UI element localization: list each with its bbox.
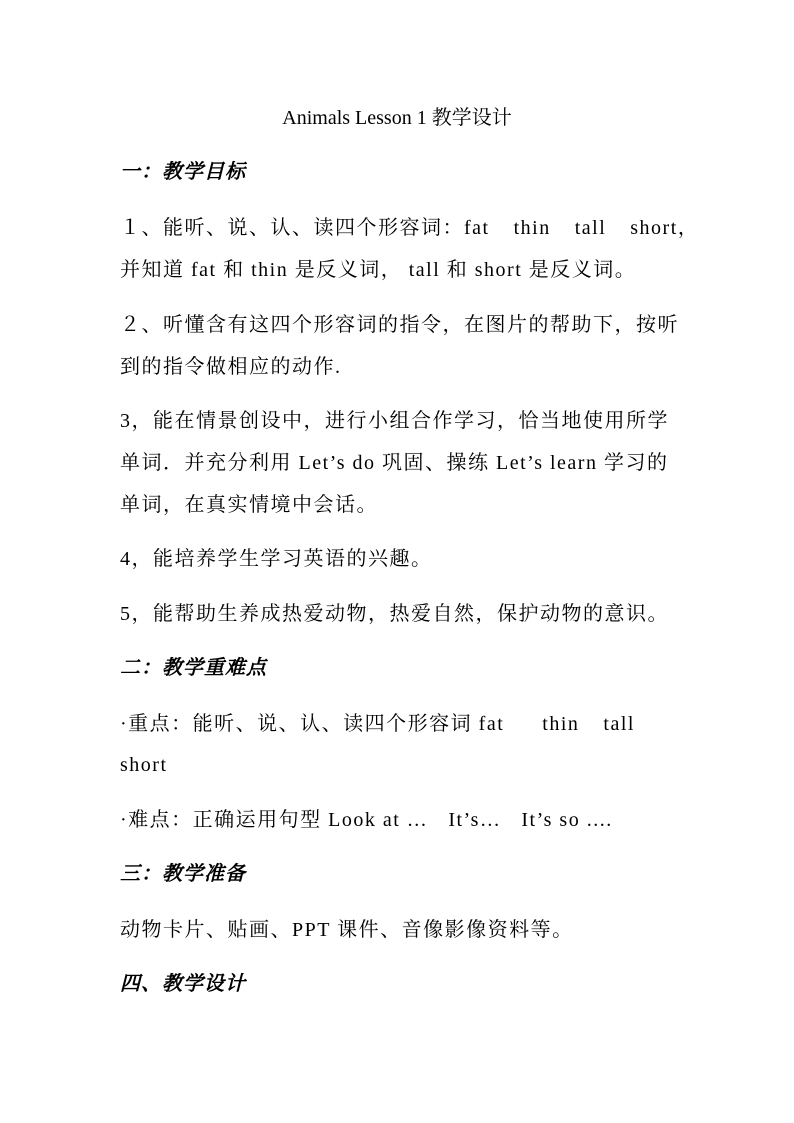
- objective-1-line-2: 并知道 fat 和 thin 是反义词， tall 和 short 是反义词。: [120, 259, 637, 281]
- objective-5: 5，能帮助生养成热爱动物，热爱自然，保护动物的意识。: [120, 603, 669, 625]
- objective-3-line-1: 3，能在情景创设中，进行小组合作学习，恰当地使用所学: [120, 410, 669, 432]
- focus-prefix: ·重点：能听、说、认、读四个形容词 fat: [120, 713, 505, 735]
- document-title: Animals Lesson 1 教学设计: [282, 107, 512, 129]
- objective-2-line-2: 到的指令做相应的动作.: [120, 356, 342, 378]
- word-thin: thin: [513, 217, 551, 239]
- section-heading-design: 四、教学设计: [120, 973, 246, 995]
- word-short: short，: [630, 217, 700, 239]
- difficulty-mid: It’s…: [448, 809, 502, 831]
- preparation-text: 动物卡片、贴画、PPT 课件、音像影像资料等。: [120, 919, 574, 941]
- objective-3-line-2: 单词．并充分利用 Let’s do 巩固、操练 Let’s learn 学习的: [120, 452, 669, 474]
- word-tall: tall: [574, 217, 607, 239]
- objective-4: 4，能培养学生学习英语的兴趣。: [120, 548, 433, 570]
- focus-line-1: [120, 712, 635, 736]
- objective-1-line-1: [120, 216, 699, 240]
- objective-1-prefix: １、能听、说、认、读四个形容词：fat: [120, 217, 490, 239]
- section-heading-objectives: 一：教学目标: [120, 161, 246, 183]
- focus-thin: thin: [542, 713, 580, 735]
- focus-tall: tall: [603, 713, 635, 735]
- difficulty-prefix: ·难点：正确运用句型 Look at …: [120, 809, 429, 831]
- section-heading-preparation: 三：教学准备: [120, 863, 246, 885]
- focus-line-2: short: [120, 754, 168, 776]
- objective-2-line-1: ２、听懂含有这四个形容词的指令，在图片的帮助下，按听: [120, 314, 679, 336]
- objective-3-line-3: 单词，在真实情境中会话。: [120, 494, 378, 516]
- section-heading-key-points: 二：教学重难点: [120, 657, 267, 679]
- difficulty-end: It’s so ....: [521, 809, 613, 831]
- difficulty-line: [120, 808, 613, 832]
